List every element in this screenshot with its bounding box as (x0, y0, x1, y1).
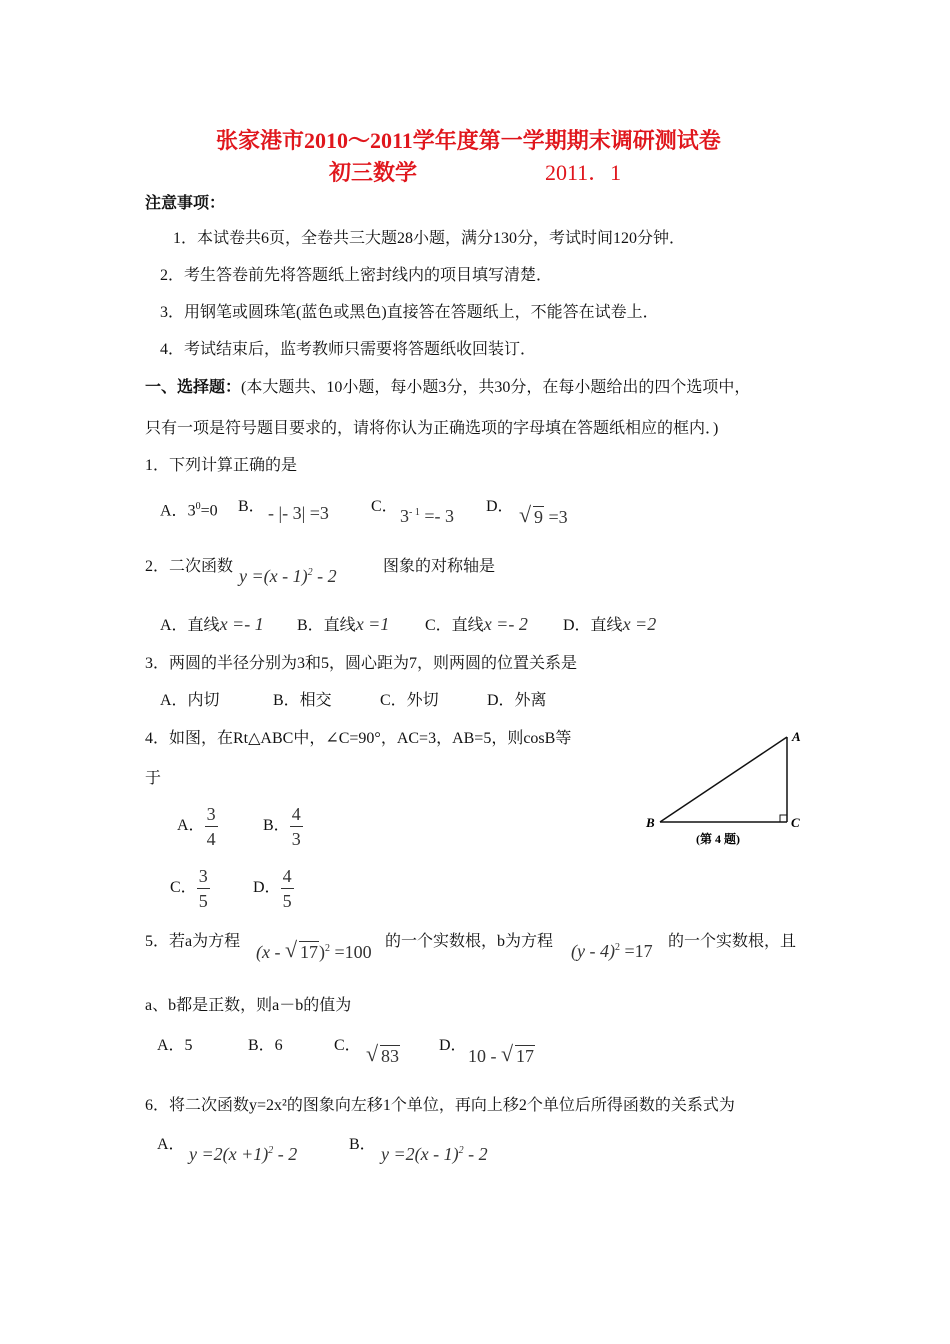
fraction: $\frac{3}{4}$ (206, 804, 216, 849)
q1-option-d-label: D． (486, 498, 514, 515)
q1-option-a: A．$3^0=0$ (160, 501, 218, 520)
subject-title: 初三数学 (329, 160, 418, 185)
section1-desc: (本大题共、10小题，每小题3分，共30分，在每小题给出的四个选项中， (241, 379, 751, 396)
q6-option-a-math: $y =2(x +1)^2 - 2$ (189, 1144, 298, 1164)
section1-heading: 一、选择题： (145, 379, 242, 396)
triangle-figure (640, 725, 815, 855)
sqrt-icon: √ (366, 1041, 379, 1066)
q5-option-c-math: √ 83 (366, 1041, 399, 1066)
q5-stem-line2: a、b都是正数，则a－b的值为 (145, 997, 352, 1014)
exam-date: 2011．1 (545, 160, 622, 185)
q2-option-a: A．直线x =- 1 (160, 614, 264, 634)
q5-stem-post: 的一个实数根，且 (668, 933, 797, 950)
vertex-c-label: C (791, 815, 800, 830)
q1-option-c-label: C． (371, 498, 398, 515)
exam-title: 张家港市2010～2011学年度第一学期期末调研测试卷 (216, 128, 721, 153)
q5-option-d-math: 10 - √ 17 (468, 1041, 534, 1066)
q3-option-d: D．外离 (487, 692, 547, 709)
sqrt-icon: √ (501, 1041, 514, 1066)
fraction: $\frac{4}{3}$ (291, 804, 301, 849)
fraction: $\frac{3}{5}$ (198, 866, 208, 911)
q5-stem-mid: 的一个实数根，b为方程 (385, 933, 554, 950)
section1-desc-line2: 只有一项是符号题目要求的，请将你认为正确选项的字母填在答题纸相应的框内．) (145, 420, 719, 437)
vertex-a-label: A (792, 729, 801, 744)
q5-equation-1: (x - √ 17)$^2$ =100 (256, 937, 372, 962)
note-item: 4．考试结束后，监考教师只需要将答题纸收回装订． (160, 341, 537, 358)
q4-stem: 4．如图，在Rt△ABC中，∠C=90°，AC=3，AB=5，则cosB等 (145, 730, 572, 747)
q1-option-b-math: - |- 3| =3 (268, 503, 329, 523)
right-angle-mark (780, 815, 787, 822)
sqrt-icon: √ (284, 937, 298, 962)
q5-option-a: A．5 (157, 1037, 193, 1054)
q6-option-b-label: B． (349, 1136, 376, 1153)
q1-stem: 1．下列计算正确的是 (145, 457, 298, 474)
q6-option-b-math: y =2(x - 1)$^2$ - 2 (381, 1144, 488, 1164)
q2-option-d: D．直线x =2 (563, 614, 657, 634)
q4-stem-line2: 于 (145, 770, 162, 787)
q3-option-c: C．外切 (380, 692, 439, 709)
q5-option-d-label: D． (439, 1037, 467, 1054)
figure-caption: (第 4 题) (696, 832, 740, 846)
q1-option-b-label: B． (238, 498, 265, 515)
q1-option-d-math: √ 9 =3 (519, 502, 568, 527)
q6-stem: 6．将二次函数y=2x²的图象向左移1个单位，再向上移2个单位后所得函数的关系式为 (145, 1097, 735, 1114)
section1-intro (145, 378, 750, 398)
note-item: 1．本试卷共6页，全卷共三大题28小题，满分130分，考试时间120分钟． (173, 230, 686, 247)
q2-option-b: B．直线x =1 (297, 614, 390, 634)
sqrt-icon: √ (519, 502, 532, 527)
notes-heading: 注意事项： (145, 195, 226, 212)
vertex-b-label: B (646, 815, 655, 830)
q2-stem-pre: 2．二次函数 (145, 558, 234, 575)
q4-option-a: A． $\frac{3}{4}$ (177, 804, 216, 849)
note-item: 3．用钢笔或圆珠笔(蓝色或黑色)直接答在答题纸上，不能答在试卷上． (160, 304, 659, 321)
q2-formula: y =(x - 1)$^2$ - 2 (239, 566, 337, 586)
q4-option-b: B． $\frac{4}{3}$ (263, 804, 301, 849)
q5-stem-pre: 5．若a为方程 (145, 933, 241, 950)
q2-option-c: C．直线x =- 2 (425, 614, 528, 634)
q4-option-d: D． $\frac{4}{5}$ (253, 866, 292, 911)
note-item: 2．考生答卷前先将答题纸上密封线内的项目填写清楚． (160, 267, 553, 284)
q5-option-c-label: C． (334, 1037, 361, 1054)
q5-option-b: B．6 (248, 1037, 283, 1054)
q5-equation-2: (y - 4)$^2$ =17 (571, 941, 653, 961)
q6-option-a-label: A． (157, 1136, 185, 1153)
side-ab (660, 737, 787, 822)
q1-option-c-math: $3^{- 1} =- 3$ (400, 506, 454, 526)
q2-stem-post: 图象的对称轴是 (383, 558, 496, 575)
q3-stem: 3．两圆的半径分别为3和5，圆心距为7，则两圆的位置关系是 (145, 655, 578, 672)
q3-option-a: A．内切 (160, 692, 220, 709)
q4-option-c: C． $\frac{3}{5}$ (170, 866, 208, 911)
fraction: $\frac{4}{5}$ (282, 866, 292, 911)
q3-option-b: B．相交 (273, 692, 332, 709)
